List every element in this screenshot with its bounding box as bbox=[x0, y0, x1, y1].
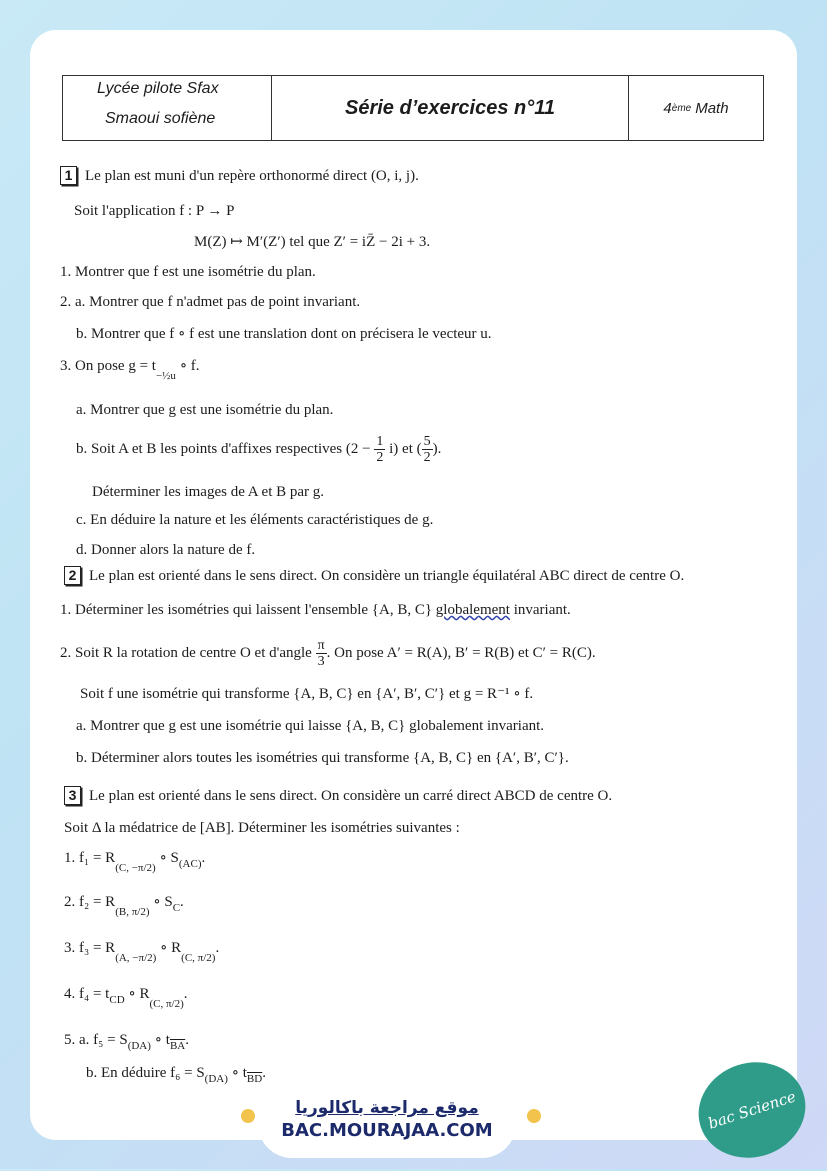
ex1-q3b-frac1 bbox=[374, 434, 385, 465]
item5b-sub2: BD bbox=[246, 1073, 263, 1085]
ex1-q3b-frac2 bbox=[422, 434, 433, 465]
item2-sub: (B, π/2) bbox=[115, 906, 150, 918]
ex2-q2-b: . On pose A′ = R(A), B′ = R(B) et C′ = R(C). bbox=[326, 645, 596, 661]
ex3-intro bbox=[64, 786, 612, 806]
pi-den: 3 bbox=[317, 654, 325, 670]
ex1-q3-a: 3. On pose g = t bbox=[60, 358, 156, 374]
ex3-intro2: Soit Δ la médatrice de [AB]. Déterminer les isométries suivantes : bbox=[64, 820, 460, 836]
ex2-q2-c: Soit f une isométrie qui transforme {A, B, C} en {A′, B′, C′} et g = R⁻¹ ∘ f. bbox=[80, 686, 534, 702]
frac2-den: 2 bbox=[423, 450, 431, 466]
pi-num: π bbox=[317, 638, 325, 654]
ex1-q3 bbox=[60, 356, 200, 386]
ex1-q3c: c. En déduire la nature et les éléments caractéristiques de g. bbox=[76, 512, 434, 528]
ex3-item3: 3. $f_3 = R_{(A, -\pi/2)}$ ∘ $R_{(C, \pi/2)}$. bbox=[64, 940, 220, 964]
ex1-map-b: M(Z) ↦ M′(Z′) tel que Z′ = iZ̄ − 2i + 3. bbox=[194, 234, 431, 250]
ex2-q2 bbox=[60, 636, 596, 670]
site-banner[interactable] bbox=[258, 1090, 516, 1158]
ex2-q1-a: 1. Déterminer les isométries qui laissent l'ensemble {A, B, C} bbox=[60, 602, 433, 618]
item1-sub2: (AC) bbox=[178, 858, 202, 870]
school-name: Lycée pilote Sfax bbox=[97, 80, 219, 97]
ex3-item4: 4. $f_4 = t_{CD}$ ∘ $R_{(C, \pi/2)}$. bbox=[64, 986, 188, 1010]
item3-sub: (A, −π/2) bbox=[115, 952, 157, 964]
ex2-q2-a: 2. Soit R la rotation de centre O et d'angle bbox=[60, 645, 312, 661]
ex1-q2a: 2. a. Montrer que f n'admet pas de point invariant. bbox=[60, 294, 361, 310]
item5b-sub: (DA) bbox=[204, 1073, 228, 1085]
item5a-lhs: 5. a. f₅ = S bbox=[64, 1032, 128, 1048]
frac2-num: 5 bbox=[423, 434, 431, 450]
site-arabic-name: موقع مراجعة باكالوريا bbox=[295, 1098, 479, 1118]
ex3-item2: 2. $f_2 = R_{(B, \pi/2)}$ ∘ $S_C$. bbox=[64, 894, 184, 918]
ex3-number: 3 bbox=[64, 786, 81, 805]
ex1-q3b-c: Déterminer les images de A et B par g. bbox=[92, 484, 325, 500]
header-left-cell bbox=[63, 76, 272, 140]
ex3-item5a: 5. a. $f_5 = S_{(DA)}$ ∘ $t_{\overline{BA}}$. bbox=[64, 1032, 189, 1052]
item1-comp: ∘ S bbox=[159, 850, 179, 866]
item5a-comp: ∘ t bbox=[154, 1032, 170, 1048]
ex2-q2a: a. Montrer que g est une isométrie qui laisse {A, B, C} globalement invariant. bbox=[76, 718, 545, 734]
bac-science-logo: bac Science bbox=[686, 1049, 818, 1171]
ex3-intro-text: Le plan est orienté dans le sens direct. On considère un carré direct ABCD de centre O. bbox=[89, 788, 613, 804]
ex3-item1: 1. $f_1 = R_{(C, -\pi/2)}$ ∘ $S_{(AC)}$. bbox=[64, 850, 206, 874]
ex1-q3a: a. Montrer que g est une isométrie du plan. bbox=[76, 402, 334, 418]
item5a-sub: (DA) bbox=[127, 1040, 151, 1052]
level-num: 4 bbox=[663, 99, 672, 117]
ex2-intro bbox=[64, 566, 684, 586]
item2-lhs: 2. f₂ = R bbox=[64, 894, 116, 910]
ex2-q1 bbox=[60, 600, 571, 620]
item2-sub2: C bbox=[172, 902, 181, 914]
ex2-q2-frac bbox=[316, 638, 327, 669]
item5a-sub2: BA bbox=[169, 1040, 186, 1052]
frac1-den: 2 bbox=[376, 450, 384, 466]
ex2-intro-text: Le plan est orienté dans le sens direct. On considère un triangle équilatéral ABC direct de centre O. bbox=[89, 568, 685, 584]
header-table bbox=[62, 75, 764, 141]
ex1-q3b-et: et bbox=[402, 441, 413, 457]
ex1-q1: 1. Montrer que f est une isométrie du plan. bbox=[60, 264, 316, 280]
level-cell bbox=[629, 76, 763, 140]
item4-sub2: (C, π/2) bbox=[149, 998, 184, 1010]
ex1-map-a: Soit l'application f : P → P bbox=[74, 203, 235, 219]
level-sup: ème bbox=[671, 102, 692, 114]
ex1-q2b: b. Montrer que f ∘ f est une translation dont on précisera le vecteur u. bbox=[76, 326, 492, 342]
frac1-num: 1 bbox=[376, 434, 384, 450]
item2-comp: ∘ S bbox=[153, 894, 173, 910]
ex1-q3b-expr1: (2 − bbox=[345, 441, 371, 457]
item1-sub: (C, −π/2) bbox=[115, 862, 156, 874]
ex1-number: 1 bbox=[60, 166, 77, 185]
ex1-q3d: d. Donner alors la nature de f. bbox=[76, 542, 256, 558]
document-title: Série d’exercices n°11 bbox=[272, 76, 629, 140]
ex1-q3b-expr2: i) bbox=[389, 441, 399, 457]
ex1-q3-b: ∘ f. bbox=[179, 358, 200, 374]
item4-lhs: 4. f₄ = t bbox=[64, 986, 110, 1002]
item4-comp: ∘ R bbox=[128, 986, 150, 1002]
ex1-q3b-text: b. Soit A et B les points d'affixes respectives bbox=[76, 441, 343, 457]
item5b-comp: ∘ t bbox=[231, 1065, 247, 1081]
ex1-intro-text: Le plan est muni d'un repère orthonormé direct (O, i, j). bbox=[85, 168, 419, 184]
item5b-lhs: b. En déduire f₆ = S bbox=[86, 1065, 205, 1081]
ex1-intro bbox=[60, 166, 419, 186]
ex3-item5b: b. En déduire $f_6 = S_{(DA)}$ ∘ $t_{\overline{BD}}$. bbox=[86, 1065, 266, 1085]
ex1-q3-sub: −½u bbox=[155, 370, 176, 382]
level-label: Math bbox=[695, 99, 729, 117]
item4-sub: CD bbox=[109, 994, 125, 1006]
small-logo-right-icon bbox=[518, 1101, 550, 1133]
ex2-number: 2 bbox=[64, 566, 81, 585]
item3-comp: ∘ R bbox=[160, 940, 182, 956]
ex1-q3b: b. Soit A et B les points d'affixes respectives (2 − $\frac{1}{2}$ i) et ( $\frac{5}{2}$ ). bbox=[76, 434, 442, 466]
site-url: BAC.MOURAJAA.COM bbox=[281, 1120, 493, 1141]
item1-lhs: 1. f₁ = R bbox=[64, 850, 116, 866]
ex2-q1-b: invariant. bbox=[513, 602, 571, 618]
item3-lhs: 3. f₃ = R bbox=[64, 940, 116, 956]
ex2-q2b: b. Déterminer alors toutes les isométries qui transforme {A, B, C} en {A′, B′, C′}. bbox=[76, 750, 569, 766]
item3-sub2: (C, π/2) bbox=[181, 952, 216, 964]
ex2-q1-underlined: globalement bbox=[435, 602, 510, 618]
teacher-name: Smaoui sofiène bbox=[105, 110, 216, 127]
